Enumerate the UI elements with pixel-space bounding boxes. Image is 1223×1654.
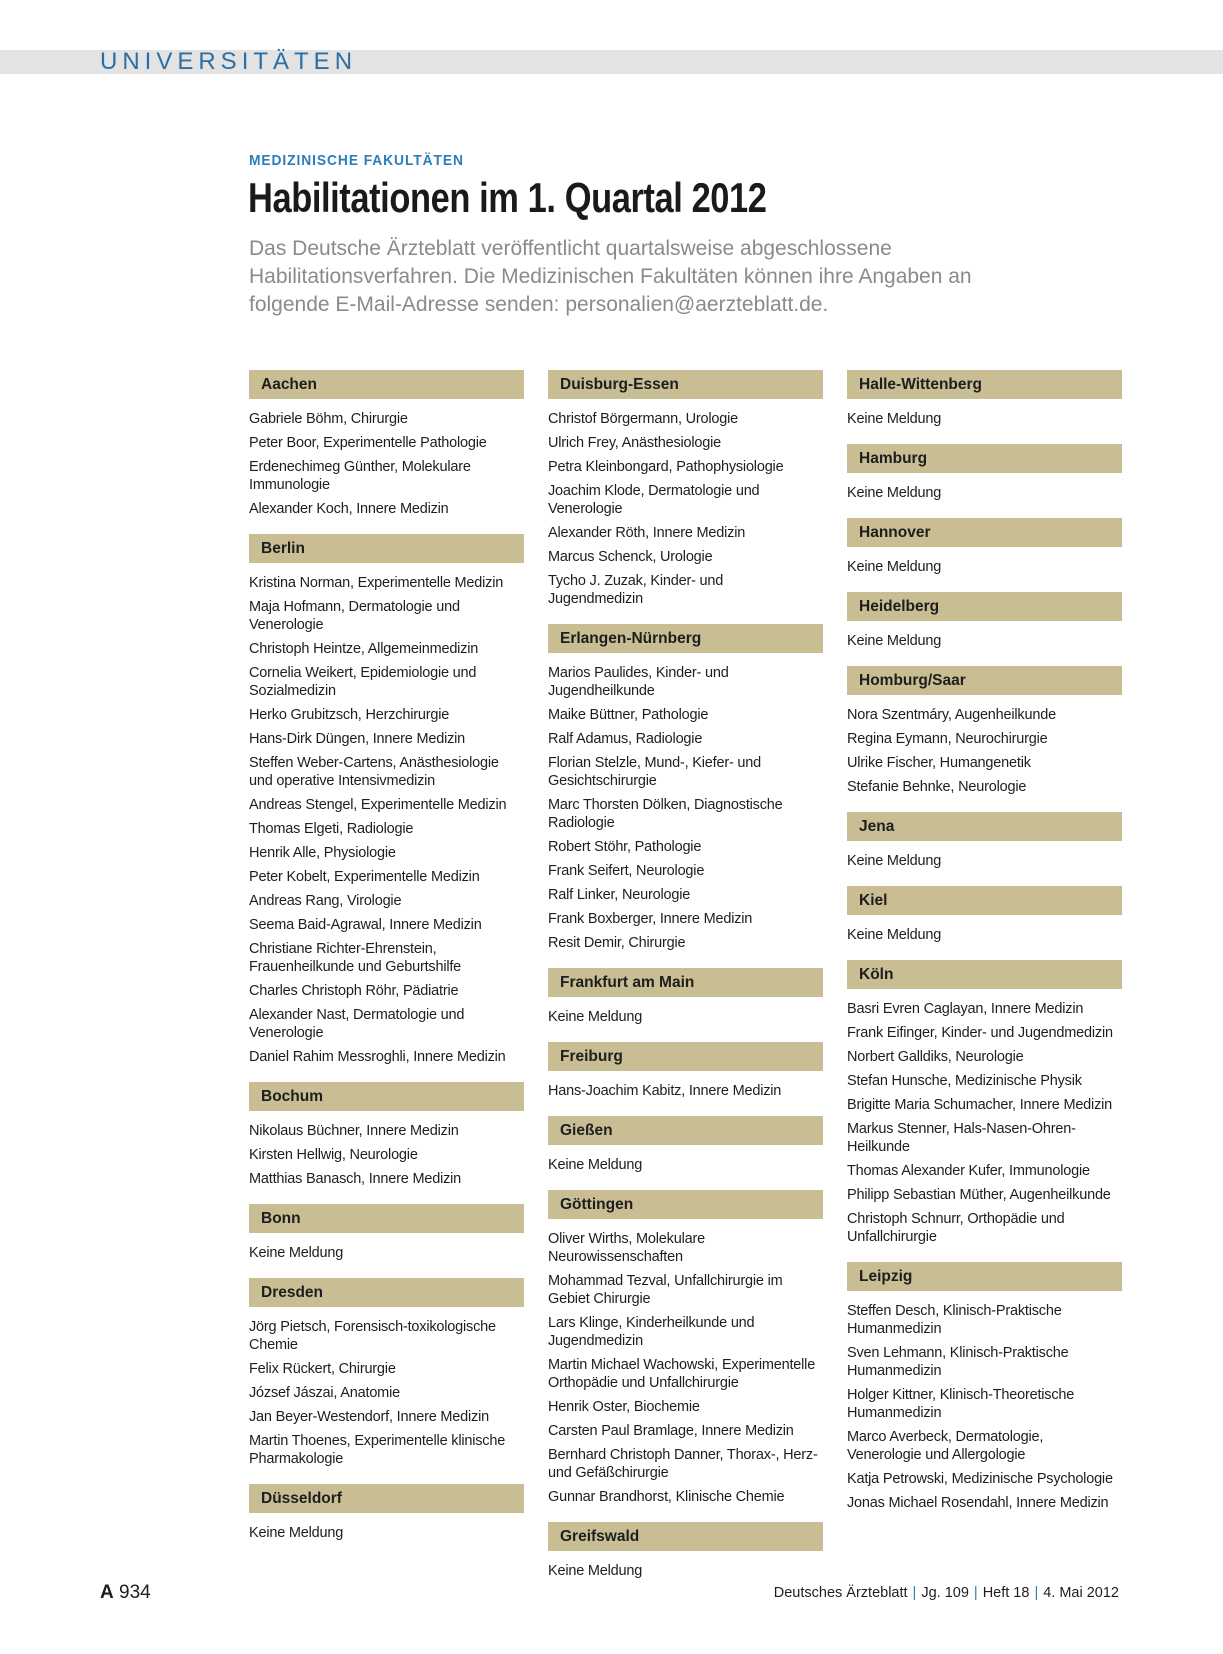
list-item: Hans-Joachim Kabitz, Innere Medizin (548, 1083, 782, 1099)
list-item: Seema Baid-Agrawal, Innere Medizin (249, 917, 482, 933)
entry-list (847, 1000, 1122, 1246)
entry-list (548, 1230, 823, 1506)
list-item: Christoph Schnurr, Orthopädie und Unfallchirurgie (847, 1211, 1065, 1245)
list-item: Thomas Alexander Kufer, Immunologie (847, 1163, 1090, 1179)
page-title: Habilitationen im 1. Quartal 2012 (248, 174, 767, 221)
list-item: Nora Szentmáry, Augenheilkunde (847, 707, 1056, 723)
list-item: Keine Meldung (548, 1009, 643, 1025)
list-item: Steffen Desch, Klinisch-Praktische Humanmedizin (847, 1303, 1062, 1337)
entry-list (249, 1524, 524, 1542)
entry-list (548, 664, 823, 952)
column-3 (847, 370, 1122, 1528)
list-item: Keine Meldung (249, 1525, 344, 1541)
university-heading: Duisburg-Essen (548, 370, 823, 399)
university-heading: Göttingen (548, 1190, 823, 1219)
issue-date: 4. Mai 2012 (1043, 1585, 1119, 1601)
list-item: Keine Meldung (847, 559, 942, 575)
university-heading: Heidelberg (847, 592, 1122, 621)
list-item: Alexander Röth, Innere Medizin (548, 525, 746, 541)
university-heading: Aachen (249, 370, 524, 399)
entry-list (548, 1562, 823, 1580)
journal-name: Deutsches Ärzteblatt (773, 1585, 908, 1601)
university-heading: Hannover (847, 518, 1122, 547)
list-item: Jan Beyer-Westendorf, Innere Medizin (249, 1409, 489, 1425)
list-item: Alexander Koch, Innere Medizin (249, 501, 449, 517)
university-heading: Bochum (249, 1082, 524, 1111)
list-item: Frank Eifinger, Kinder- und Jugendmedizin (847, 1025, 1113, 1041)
list-item: Lars Klinge, Kinderheilkunde und Jugendmedizin (548, 1315, 755, 1349)
list-item: Gunnar Brandhorst, Klinische Chemie (548, 1489, 785, 1505)
list-item: Ralf Adamus, Radiologie (548, 731, 703, 747)
university-heading: Frankfurt am Main (548, 968, 823, 997)
list-item: Christoph Heintze, Allgemeinmedizin (249, 641, 479, 657)
footer-citation (774, 1585, 1119, 1601)
entry-list (548, 1008, 823, 1026)
list-item: Erdenechimeg Günther, Molekulare Immunologie (249, 459, 471, 493)
list-item: Stefanie Behnke, Neurologie (847, 779, 1027, 795)
list-item: Martin Thoenes, Experimentelle klinische Pharmakologie (249, 1433, 506, 1467)
list-item: Thomas Elgeti, Radiologie (249, 821, 414, 837)
list-item: Keine Meldung (548, 1157, 643, 1173)
list-item: Norbert Galldiks, Neurologie (847, 1049, 1024, 1065)
list-item: Maike Büttner, Pathologie (548, 707, 709, 723)
university-heading: Leipzig (847, 1262, 1122, 1291)
list-item: Bernhard Christoph Danner, Thorax-, Herz- und Gefäßchirurgie (548, 1447, 818, 1481)
entry-list (847, 926, 1122, 944)
entry-list (847, 706, 1122, 796)
list-item: Keine Meldung (847, 485, 942, 501)
list-item: Maja Hofmann, Dermatologie und Venerologie (249, 599, 460, 633)
university-heading: Erlangen-Nürnberg (548, 624, 823, 653)
entry-list (249, 410, 524, 518)
list-item: Gabriele Böhm, Chirurgie (249, 411, 408, 427)
list-item: Matthias Banasch, Innere Medizin (249, 1171, 462, 1187)
entry-list (847, 852, 1122, 870)
list-item: Andreas Rang, Virologie (249, 893, 402, 909)
entry-list (847, 1302, 1122, 1512)
list-item: Nikolaus Büchner, Innere Medizin (249, 1123, 459, 1139)
list-item: Kirsten Hellwig, Neurologie (249, 1147, 418, 1163)
list-item: Robert Stöhr, Pathologie (548, 839, 702, 855)
university-heading: Kiel (847, 886, 1122, 915)
column-2 (548, 370, 823, 1596)
list-item: Brigitte Maria Schumacher, Innere Medizin (847, 1097, 1113, 1113)
entry-list (548, 1156, 823, 1174)
issue: Heft 18 (982, 1585, 1030, 1601)
list-item: Tycho J. Zuzak, Kinder- und Jugendmedizin (548, 573, 724, 607)
university-heading: Berlin (249, 534, 524, 563)
list-item: Frank Boxberger, Innere Medizin (548, 911, 753, 927)
page-prefix: A (100, 1582, 114, 1603)
list-item: Joachim Klode, Dermatologie und Venerologie (548, 483, 760, 517)
entry-list (847, 484, 1122, 502)
column-1 (249, 370, 524, 1558)
list-item: Martin Michael Wachowski, Experimentelle Orthopädie und Unfallchirurgie (548, 1357, 816, 1391)
entry-list (847, 632, 1122, 650)
list-item: Jonas Michael Rosendahl, Innere Medizin (847, 1495, 1109, 1511)
separator: | (1034, 1585, 1039, 1601)
university-heading: Freiburg (548, 1042, 823, 1071)
entry-list (847, 410, 1122, 428)
university-heading: Greifswald (548, 1522, 823, 1551)
entry-list (249, 1122, 524, 1188)
entry-list (847, 558, 1122, 576)
list-item: Ralf Linker, Neurologie (548, 887, 691, 903)
list-item: Daniel Rahim Messroghli, Innere Medizin (249, 1049, 506, 1065)
list-item: Christiane Richter-Ehrenstein, Frauenheilkunde und Geburtshilfe (249, 941, 462, 975)
intro-text: Das Deutsche Ärzteblatt veröffentlicht quartalsweise abgeschlossene Habilitationsverfahren. Die Medizinischen Fakultäten können ihre Angaben an folgende E-Mail-Adresse senden: personalien@aerzteblatt.de. (249, 237, 972, 316)
list-item: Ulrike Fischer, Humangenetik (847, 755, 1031, 771)
list-item: Keine Meldung (847, 853, 942, 869)
list-item: Keine Meldung (249, 1245, 344, 1261)
separator: | (912, 1585, 917, 1601)
list-item: József Jászai, Anatomie (249, 1385, 400, 1401)
page-number-value: 934 (119, 1582, 151, 1603)
list-item: Steffen Weber-Cartens, Anästhesiologie und operative Intensivmedizin (249, 755, 499, 789)
list-item: Keine Meldung (847, 411, 942, 427)
list-item: Regina Eymann, Neurochirurgie (847, 731, 1048, 747)
list-item: Katja Petrowski, Medizinische Psychologie (847, 1471, 1113, 1487)
entry-list (548, 1082, 823, 1100)
list-item: Resit Demir, Chirurgie (548, 935, 686, 951)
list-item: Keine Meldung (548, 1563, 643, 1579)
university-heading: Düsseldorf (249, 1484, 524, 1513)
list-item: Carsten Paul Bramlage, Innere Medizin (548, 1423, 794, 1439)
section-label: UNIVERSITÄTEN (100, 48, 358, 75)
list-item: Markus Stenner, Hals-Nasen-Ohren-Heilkunde (847, 1121, 1076, 1155)
volume: Jg. 109 (921, 1585, 969, 1601)
university-heading: Homburg/Saar (847, 666, 1122, 695)
list-item: Holger Kittner, Klinisch-Theoretische Humanmedizin (847, 1387, 1075, 1421)
list-item: Christof Börgermann, Urologie (548, 411, 739, 427)
entry-list (249, 574, 524, 1066)
entry-list (249, 1244, 524, 1262)
list-item: Alexander Nast, Dermatologie und Venerologie (249, 1007, 465, 1041)
university-heading: Köln (847, 960, 1122, 989)
separator: | (973, 1585, 978, 1601)
list-item: Mohammad Tezval, Unfallchirurgie im Gebiet Chirurgie (548, 1273, 783, 1307)
university-heading: Gießen (548, 1116, 823, 1145)
university-heading: Halle-Wittenberg (847, 370, 1122, 399)
list-item: Charles Christoph Röhr, Pädiatrie (249, 983, 459, 999)
list-item: Hans-Dirk Düngen, Innere Medizin (249, 731, 466, 747)
list-item: Keine Meldung (847, 927, 942, 943)
list-item: Oliver Wirths, Molekulare Neurowissenschaften (548, 1231, 705, 1265)
list-item: Marco Averbeck, Dermatologie, Venerologie und Allergologie (847, 1429, 1044, 1463)
list-item: Andreas Stengel, Experimentelle Medizin (249, 797, 507, 813)
kicker: MEDIZINISCHE FAKULTÄTEN (249, 152, 464, 169)
list-item: Sven Lehmann, Klinisch-Praktische Humanmedizin (847, 1345, 1069, 1379)
list-item: Stefan Hunsche, Medizinische Physik (847, 1073, 1082, 1089)
list-item: Basri Evren Caglayan, Innere Medizin (847, 1001, 1084, 1017)
list-item: Felix Rückert, Chirurgie (249, 1361, 396, 1377)
list-item: Peter Boor, Experimentelle Pathologie (249, 435, 487, 451)
list-item: Ulrich Frey, Anästhesiologie (548, 435, 722, 451)
university-heading: Jena (847, 812, 1122, 841)
entry-list (249, 1318, 524, 1468)
list-item: Henrik Alle, Physiologie (249, 845, 396, 861)
list-item: Henrik Oster, Biochemie (548, 1399, 700, 1415)
list-item: Frank Seifert, Neurologie (548, 863, 705, 879)
list-item: Keine Meldung (847, 633, 942, 649)
university-heading: Dresden (249, 1278, 524, 1307)
page-number (100, 1582, 151, 1604)
list-item: Marios Paulides, Kinder- und Jugendheilkunde (548, 665, 729, 699)
list-item: Petra Kleinbongard, Pathophysiologie (548, 459, 784, 475)
list-item: Florian Stelzle, Mund-, Kiefer- und Gesichtschirurgie (548, 755, 762, 789)
list-item: Kristina Norman, Experimentelle Medizin (249, 575, 504, 591)
list-item: Marcus Schenck, Urologie (548, 549, 713, 565)
list-item: Peter Kobelt, Experimentelle Medizin (249, 869, 480, 885)
list-item: Jörg Pietsch, Forensisch-toxikologische Chemie (249, 1319, 496, 1353)
list-item: Marc Thorsten Dölken, Diagnostische Radiologie (548, 797, 783, 831)
entry-list (548, 410, 823, 608)
list-item: Philipp Sebastian Müther, Augenheilkunde (847, 1187, 1111, 1203)
university-heading: Hamburg (847, 444, 1122, 473)
list-item: Cornelia Weikert, Epidemiologie und Sozialmedizin (249, 665, 477, 699)
list-item: Herko Grubitzsch, Herzchirurgie (249, 707, 450, 723)
university-heading: Bonn (249, 1204, 524, 1233)
